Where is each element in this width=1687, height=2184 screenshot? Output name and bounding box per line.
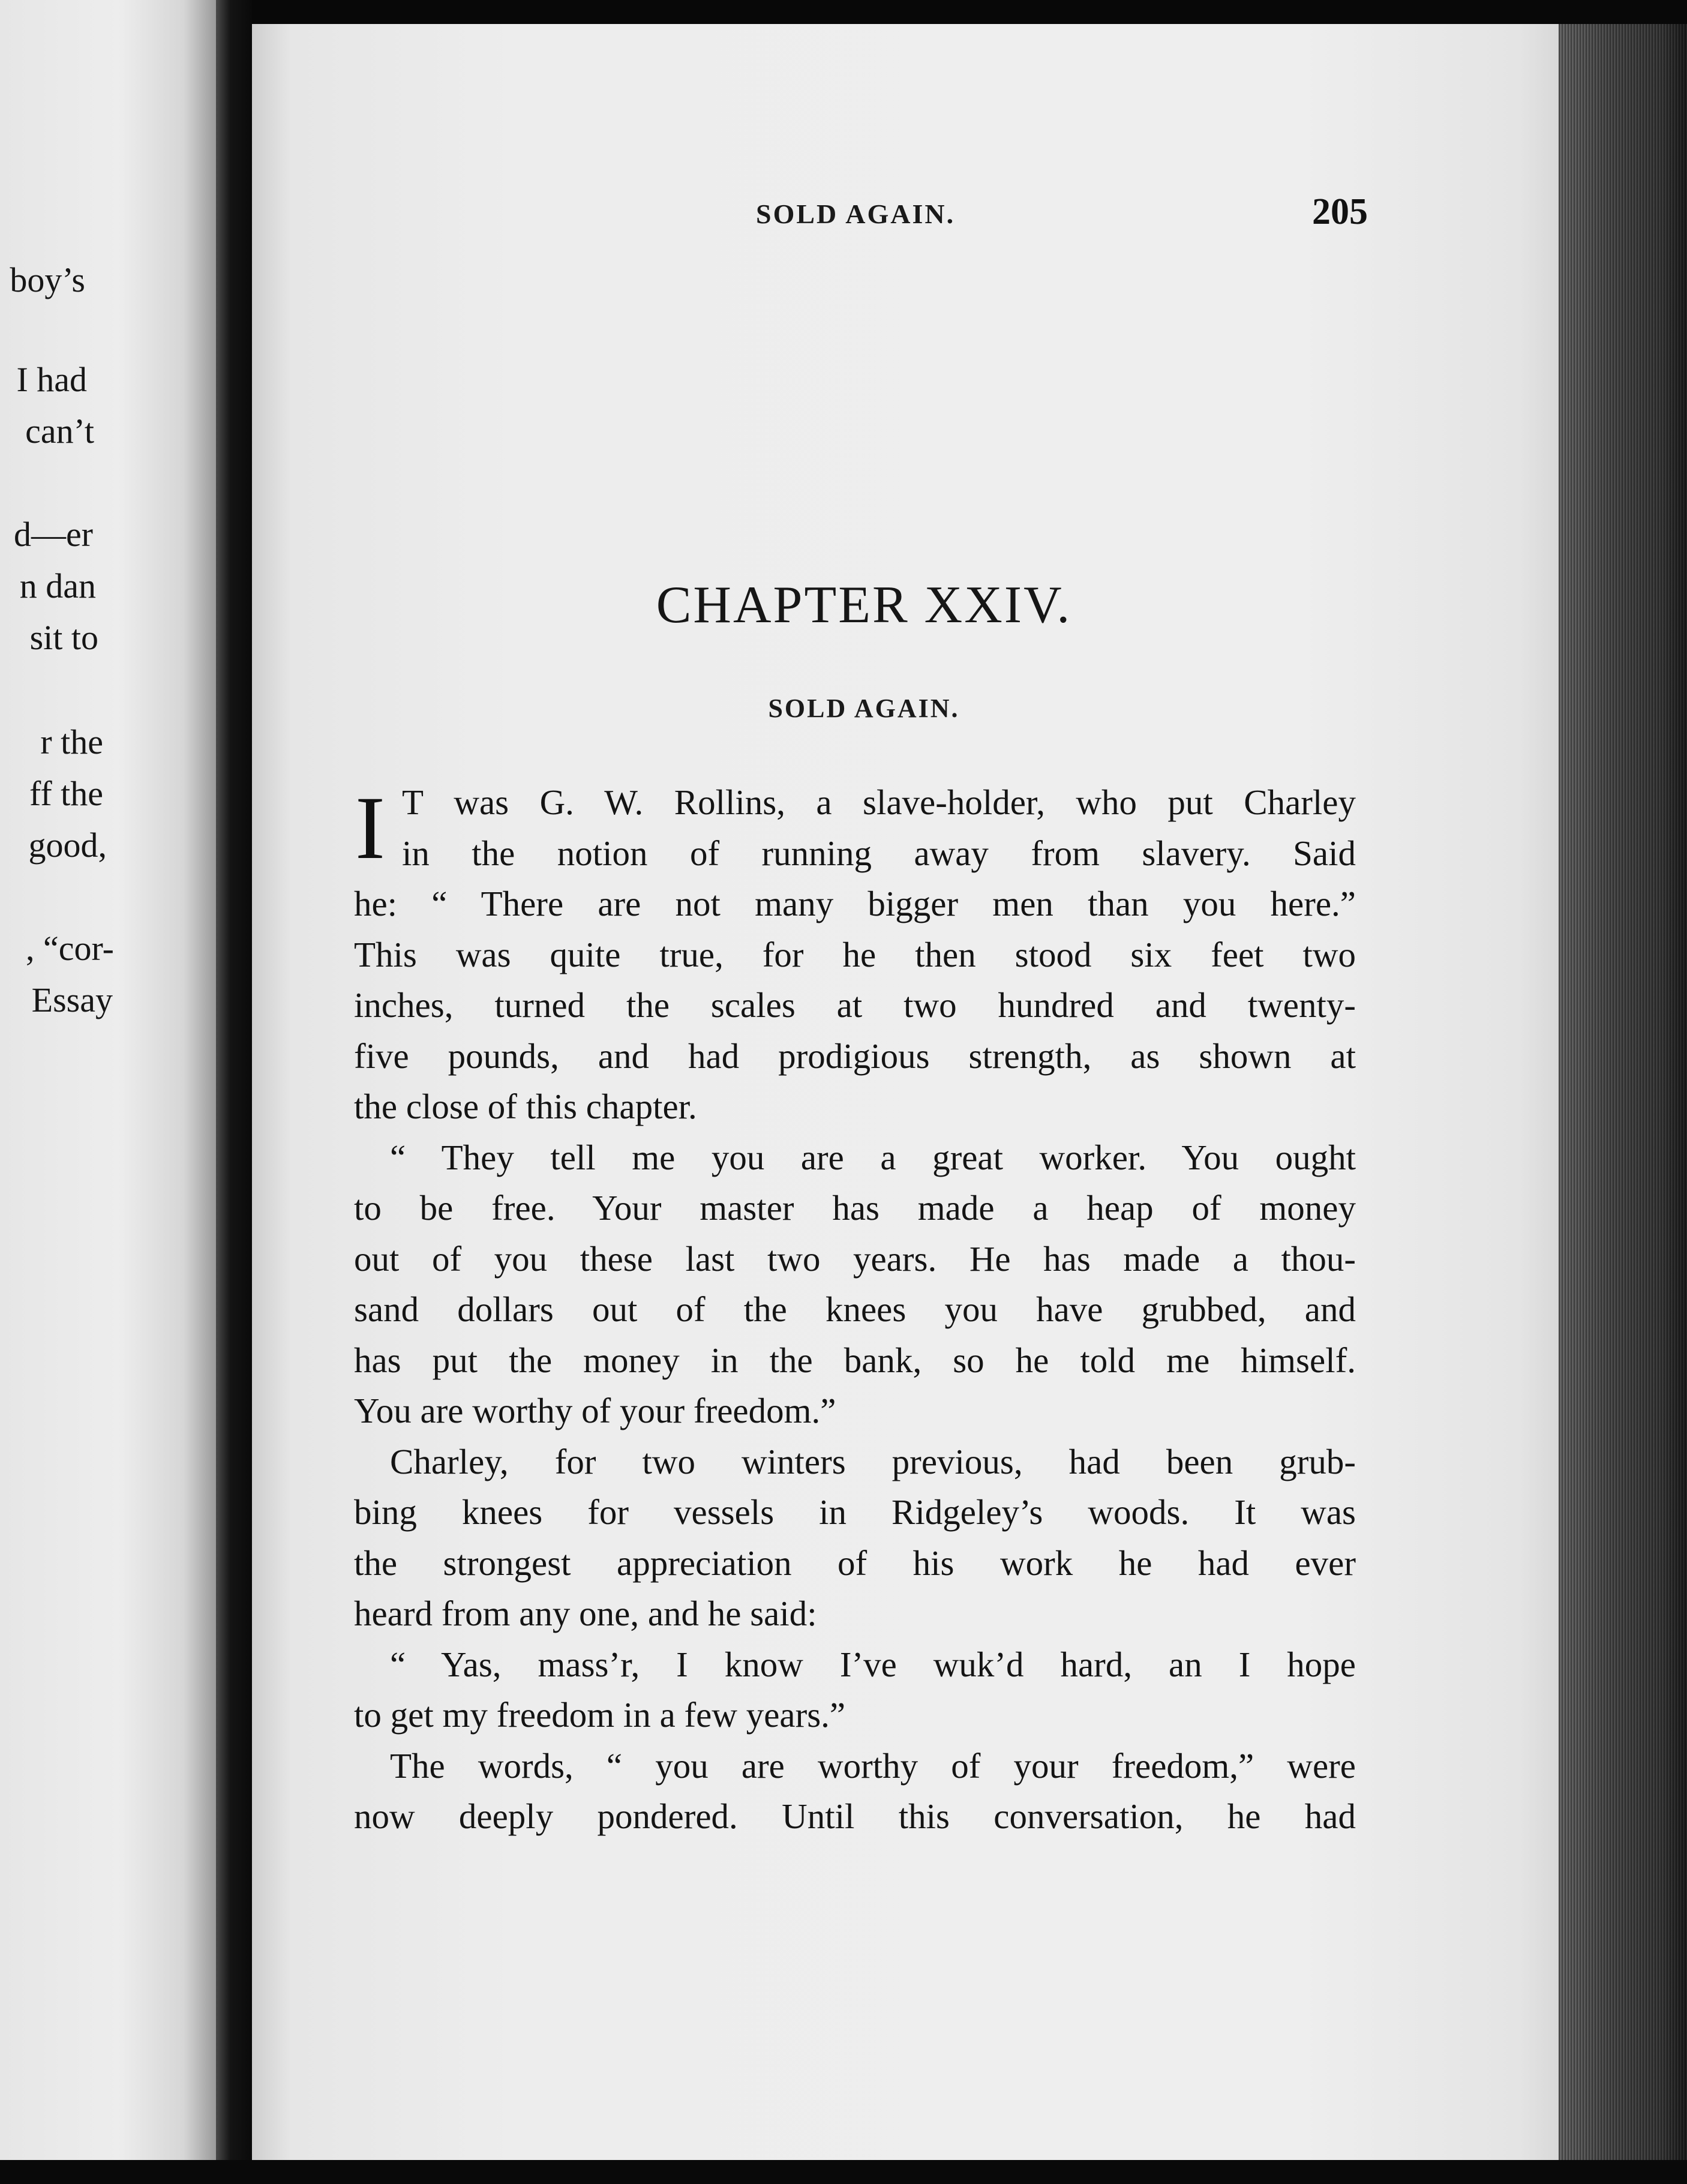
text-line: This was quite true, for he then stood six feet two bbox=[354, 934, 1356, 974]
text-line: the strongest appreciation of his work he had ever bbox=[354, 1543, 1356, 1583]
facing-page-line: good, bbox=[28, 826, 107, 865]
facing-page-line: Essay bbox=[31, 980, 113, 1019]
drop-cap: I bbox=[355, 778, 385, 878]
text-line: The words, “ you are worthy of your freedom,” were bbox=[390, 1745, 1356, 1786]
facing-page-line: , “cor- bbox=[26, 929, 114, 968]
running-head: SOLD AGAIN. bbox=[756, 199, 956, 229]
text-line: inches, turned the scales at two hundred and twenty- bbox=[354, 985, 1356, 1025]
text-line: in the notion of running away from slavery. Said bbox=[402, 833, 1356, 873]
facing-page-line: n dan bbox=[19, 566, 96, 605]
scan-top-border bbox=[0, 0, 1687, 24]
page-number: 205 bbox=[1312, 191, 1368, 232]
text-line: T was G. W. Rollins, a slave-holder, who put Charley bbox=[402, 782, 1356, 822]
scan-bottom-border bbox=[0, 2160, 1687, 2184]
text-line: the close of this chapter. bbox=[354, 1087, 697, 1126]
facing-page-line: I had bbox=[16, 360, 87, 399]
text-line: bing knees for vessels in Ridgeley’s woods. It was bbox=[354, 1492, 1356, 1532]
text-line: out of you these last two years. He has made a thou- bbox=[354, 1238, 1356, 1279]
facing-page-line: d—er bbox=[13, 515, 93, 554]
text-line: to get my freedom in a few years.” bbox=[354, 1695, 846, 1735]
text-line: to be free. Your master has made a heap of money bbox=[354, 1188, 1356, 1228]
text-line: five pounds, and had prodigious strength, as shown at bbox=[354, 1036, 1356, 1076]
text-line: heard from any one, and he said: bbox=[354, 1594, 817, 1633]
facing-page-text bbox=[0, 0, 216, 2184]
text-line: now deeply pondered. Until this conversation, he had bbox=[354, 1796, 1356, 1836]
page-edges bbox=[1559, 24, 1687, 2160]
book-gutter bbox=[216, 0, 252, 2184]
chapter-title: CHAPTER XXIV. bbox=[656, 576, 1072, 634]
facing-page-line: can’t bbox=[25, 412, 94, 451]
chapter-subtitle: SOLD AGAIN. bbox=[768, 694, 960, 723]
text-line: Charley, for two winters previous, had been grub- bbox=[390, 1441, 1356, 1481]
text-line: has put the money in the bank, so he told me himself. bbox=[354, 1340, 1356, 1380]
facing-page-line: r the bbox=[40, 722, 103, 761]
text-line: You are worthy of your freedom.” bbox=[354, 1391, 836, 1430]
body-text bbox=[354, 777, 1356, 1842]
facing-page-line: ff the bbox=[29, 774, 103, 813]
text-line: sand dollars out of the knees you have grubbed, and bbox=[354, 1289, 1356, 1329]
text-line: “ Yas, mass’r, I know I’ve wuk’d hard, an I hope bbox=[390, 1644, 1356, 1684]
text-line: he: “ There are not many bigger men than you here.” bbox=[354, 884, 1356, 923]
facing-page-line: boy’s bbox=[10, 260, 85, 299]
facing-page-line: sit to bbox=[29, 618, 98, 657]
text-line: “ They tell me you are a great worker. You ought bbox=[390, 1137, 1356, 1177]
